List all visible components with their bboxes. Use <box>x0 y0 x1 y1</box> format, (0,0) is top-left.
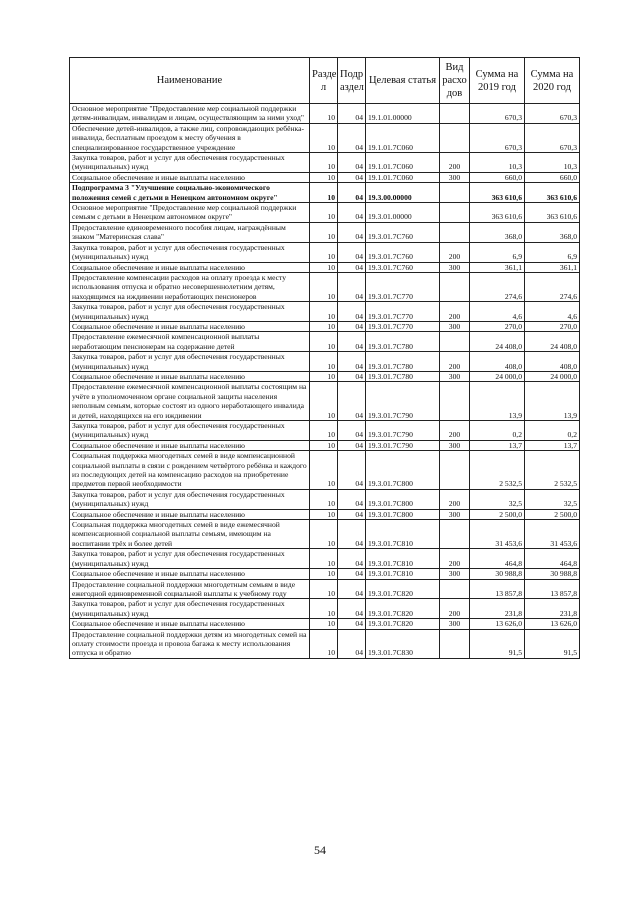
cell-sum-2019: 408,0 <box>470 352 525 372</box>
table-row <box>70 222 580 242</box>
cell-sum-2019: 363 610,6 <box>470 203 525 223</box>
cell-razdel: 10 <box>310 440 338 450</box>
cell-razdel: 10 <box>310 262 338 272</box>
cell-name: Закупка товаров, работ и услуг для обеспечения государственных (муниципальных) нужд <box>70 599 310 619</box>
table-row <box>70 172 580 182</box>
cell-target-article: 19.3.00.00000 <box>366 183 440 203</box>
cell-razdel: 10 <box>310 569 338 579</box>
cell-sum-2020: 270,0 <box>525 321 580 331</box>
cell-expense-type <box>440 183 470 203</box>
cell-razdel: 10 <box>310 599 338 619</box>
cell-razdel: 10 <box>310 272 338 301</box>
cell-expense-type <box>440 382 470 421</box>
table-row <box>70 421 580 441</box>
cell-target-article: 19.3.01.7С800 <box>366 489 440 509</box>
cell-sum-2020: 10,3 <box>525 153 580 173</box>
cell-sum-2019: 13 626,0 <box>470 619 525 629</box>
cell-podrazdel: 04 <box>338 242 366 262</box>
cell-name: Социальная поддержка многодетных семей в виде компенсационной социальной выплаты в связи с рождением четвёртого ребёнка и каждого из последующих детей на компенсацию расходов на приобретение предметов первой необходимости <box>70 451 310 490</box>
cell-sum-2019: 670,3 <box>470 123 525 152</box>
header-podrazdel: Подр аздел <box>338 58 366 104</box>
cell-name: Закупка товаров, работ и услуг для обеспечения государственных (муниципальных) нужд <box>70 242 310 262</box>
cell-podrazdel: 04 <box>338 262 366 272</box>
table-row <box>70 451 580 490</box>
cell-name: Социальное обеспечение и иные выплаты населению <box>70 262 310 272</box>
cell-podrazdel: 04 <box>338 382 366 421</box>
cell-sum-2019: 13,7 <box>470 440 525 450</box>
table-row <box>70 440 580 450</box>
cell-sum-2019: 13,9 <box>470 382 525 421</box>
table-row <box>70 242 580 262</box>
cell-sum-2019: 270,0 <box>470 321 525 331</box>
cell-target-article: 19.1.01.7С060 <box>366 172 440 182</box>
cell-sum-2019: 10,3 <box>470 153 525 173</box>
table-row <box>70 153 580 173</box>
table-header-row <box>70 58 580 104</box>
cell-razdel: 10 <box>310 352 338 372</box>
table-row <box>70 549 580 569</box>
cell-sum-2019: 31 453,6 <box>470 520 525 549</box>
cell-podrazdel: 04 <box>338 153 366 173</box>
cell-expense-type <box>440 520 470 549</box>
cell-sum-2020: 6,9 <box>525 242 580 262</box>
cell-podrazdel: 04 <box>338 104 366 124</box>
cell-name: Предоставление социальной поддержки многодетным семьям в виде ежегодной единовременной социальной выплаты к учебному году <box>70 579 310 599</box>
header-expense-type: Вид расхо дов <box>440 58 470 104</box>
cell-name: Подпрограмма 3 "Улучшение социально-экономического положения семей с детьми в Ненецком автономном округе" <box>70 183 310 203</box>
cell-target-article: 19.3.01.7С790 <box>366 421 440 441</box>
cell-expense-type: 200 <box>440 302 470 322</box>
cell-razdel: 10 <box>310 321 338 331</box>
cell-sum-2019: 2 532,5 <box>470 451 525 490</box>
cell-podrazdel: 04 <box>338 599 366 619</box>
cell-sum-2020: 2 532,5 <box>525 451 580 490</box>
cell-name: Закупка товаров, работ и услуг для обеспечения государственных (муниципальных) нужд <box>70 352 310 372</box>
cell-name: Закупка товаров, работ и услуг для обеспечения государственных (муниципальных) нужд <box>70 549 310 569</box>
cell-expense-type <box>440 104 470 124</box>
cell-name: Закупка товаров, работ и услуг для обеспечения государственных (муниципальных) нужд <box>70 302 310 322</box>
cell-razdel: 10 <box>310 302 338 322</box>
cell-name: Социальное обеспечение и иные выплаты населению <box>70 619 310 629</box>
cell-podrazdel: 04 <box>338 302 366 322</box>
cell-target-article: 19.3.01.7С820 <box>366 579 440 599</box>
cell-name: Социальное обеспечение и иные выплаты населению <box>70 371 310 381</box>
cell-expense-type: 200 <box>440 242 470 262</box>
cell-sum-2020: 13 857,8 <box>525 579 580 599</box>
cell-sum-2020: 2 500,0 <box>525 509 580 519</box>
cell-target-article: 19.3.01.7С780 <box>366 371 440 381</box>
cell-target-article: 19.3.01.7С780 <box>366 332 440 352</box>
cell-razdel: 10 <box>310 183 338 203</box>
cell-name: Социальное обеспечение и иные выплаты населению <box>70 440 310 450</box>
cell-sum-2019: 32,5 <box>470 489 525 509</box>
cell-expense-type: 300 <box>440 172 470 182</box>
cell-name: Предоставление компенсации расходов на оплату проезда к месту использования отпуска и обратно несовершеннолетним детям, находящимся на иждивении неработающих пенсионеров <box>70 272 310 301</box>
cell-razdel: 10 <box>310 203 338 223</box>
cell-razdel: 10 <box>310 172 338 182</box>
cell-target-article: 19.3.01.7С810 <box>366 569 440 579</box>
cell-sum-2019: 660,0 <box>470 172 525 182</box>
cell-target-article: 19.3.01.7С770 <box>366 321 440 331</box>
cell-target-article: 19.3.01.7С810 <box>366 520 440 549</box>
cell-target-article: 19.3.01.00000 <box>366 203 440 223</box>
cell-sum-2019: 231,8 <box>470 599 525 619</box>
cell-sum-2020: 670,3 <box>525 104 580 124</box>
cell-podrazdel: 04 <box>338 440 366 450</box>
cell-sum-2020: 13 626,0 <box>525 619 580 629</box>
header-razdel: Разде л <box>310 58 338 104</box>
table-row <box>70 203 580 223</box>
cell-sum-2019: 91,5 <box>470 629 525 658</box>
cell-name: Закупка товаров, работ и услуг для обеспечения государственных (муниципальных) нужд <box>70 421 310 441</box>
cell-podrazdel: 04 <box>338 569 366 579</box>
cell-podrazdel: 04 <box>338 332 366 352</box>
cell-podrazdel: 04 <box>338 549 366 569</box>
cell-razdel: 10 <box>310 520 338 549</box>
table-row <box>70 104 580 124</box>
cell-sum-2020: 30 988,8 <box>525 569 580 579</box>
cell-target-article: 19.3.01.7С760 <box>366 242 440 262</box>
table-row <box>70 619 580 629</box>
cell-podrazdel: 04 <box>338 123 366 152</box>
cell-expense-type: 300 <box>440 371 470 381</box>
cell-name: Обеспечение детей-инвалидов, а также лиц, сопровождающих ребёнка-инвалида, бесплатным проездом к месту обучения в специализированное государственное учреждение <box>70 123 310 152</box>
cell-target-article: 19.3.01.7С770 <box>366 302 440 322</box>
cell-sum-2020: 274,6 <box>525 272 580 301</box>
cell-expense-type: 200 <box>440 153 470 173</box>
cell-expense-type: 300 <box>440 509 470 519</box>
cell-sum-2020: 13,7 <box>525 440 580 450</box>
header-target-article: Целевая статья <box>366 58 440 104</box>
table-row <box>70 123 580 152</box>
table-row <box>70 489 580 509</box>
cell-target-article: 19.3.01.7С760 <box>366 262 440 272</box>
cell-sum-2020: 32,5 <box>525 489 580 509</box>
table-row <box>70 332 580 352</box>
cell-expense-type: 300 <box>440 440 470 450</box>
cell-sum-2020: 363 610,6 <box>525 203 580 223</box>
cell-target-article: 19.3.01.7С820 <box>366 599 440 619</box>
cell-razdel: 10 <box>310 549 338 569</box>
cell-sum-2020: 368,0 <box>525 222 580 242</box>
cell-name: Предоставление ежемесячной компенсационной выплаты неработающим пенсионерам на содержание детей <box>70 332 310 352</box>
cell-podrazdel: 04 <box>338 619 366 629</box>
table-row <box>70 629 580 658</box>
cell-podrazdel: 04 <box>338 203 366 223</box>
cell-razdel: 10 <box>310 489 338 509</box>
cell-name: Социальное обеспечение и иные выплаты населению <box>70 172 310 182</box>
cell-sum-2020: 408,0 <box>525 352 580 372</box>
cell-expense-type <box>440 123 470 152</box>
budget-table <box>69 57 580 659</box>
cell-podrazdel: 04 <box>338 272 366 301</box>
cell-podrazdel: 04 <box>338 172 366 182</box>
cell-podrazdel: 04 <box>338 421 366 441</box>
cell-target-article: 19.1.01.00000 <box>366 104 440 124</box>
cell-sum-2019: 464,8 <box>470 549 525 569</box>
cell-sum-2019: 6,9 <box>470 242 525 262</box>
cell-target-article: 19.3.01.7С780 <box>366 352 440 372</box>
cell-razdel: 10 <box>310 123 338 152</box>
cell-sum-2020: 31 453,6 <box>525 520 580 549</box>
cell-sum-2020: 24 408,0 <box>525 332 580 352</box>
header-name: Наименование <box>70 58 310 104</box>
cell-name: Предоставление единовременного пособия лицам, награждённым знаком "Материнская слава" <box>70 222 310 242</box>
cell-razdel: 10 <box>310 421 338 441</box>
cell-podrazdel: 04 <box>338 520 366 549</box>
cell-podrazdel: 04 <box>338 629 366 658</box>
cell-target-article: 19.3.01.7С830 <box>366 629 440 658</box>
cell-razdel: 10 <box>310 242 338 262</box>
cell-expense-type: 300 <box>440 569 470 579</box>
table-row <box>70 183 580 203</box>
cell-expense-type <box>440 272 470 301</box>
cell-sum-2020: 4,6 <box>525 302 580 322</box>
table-row <box>70 352 580 372</box>
cell-expense-type <box>440 579 470 599</box>
cell-sum-2019: 24 000,0 <box>470 371 525 381</box>
cell-name: Предоставление ежемесячной компенсационной выплаты состоящим на учёте в уполномоченном органе социальной защиты населения неполным семьям, которые состоят из одного неработающего инвалида и детей, находящихся на его иждивении <box>70 382 310 421</box>
cell-sum-2020: 361,1 <box>525 262 580 272</box>
cell-target-article: 19.3.01.7С760 <box>366 222 440 242</box>
header-sum-2020: Сумма на 2020 год <box>525 58 580 104</box>
cell-sum-2020: 670,3 <box>525 123 580 152</box>
cell-target-article: 19.3.01.7С770 <box>366 272 440 301</box>
cell-sum-2020: 464,8 <box>525 549 580 569</box>
cell-expense-type: 300 <box>440 262 470 272</box>
cell-expense-type: 300 <box>440 321 470 331</box>
table-row <box>70 371 580 381</box>
cell-razdel: 10 <box>310 104 338 124</box>
cell-expense-type <box>440 203 470 223</box>
cell-expense-type <box>440 222 470 242</box>
cell-sum-2019: 670,3 <box>470 104 525 124</box>
cell-sum-2019: 13 857,8 <box>470 579 525 599</box>
table-row <box>70 272 580 301</box>
cell-sum-2019: 2 500,0 <box>470 509 525 519</box>
cell-target-article: 19.3.01.7С810 <box>366 549 440 569</box>
header-sum-2019: Сумма на 2019 год <box>470 58 525 104</box>
cell-razdel: 10 <box>310 371 338 381</box>
cell-podrazdel: 04 <box>338 509 366 519</box>
cell-target-article: 19.3.01.7С820 <box>366 619 440 629</box>
table-row <box>70 321 580 331</box>
cell-razdel: 10 <box>310 332 338 352</box>
cell-name: Основное мероприятие "Предоставление мер социальной поддержки семьям с детьми в Ненецком автономном округе" <box>70 203 310 223</box>
cell-target-article: 19.1.01.7С060 <box>366 123 440 152</box>
cell-name: Социальное обеспечение и иные выплаты населению <box>70 569 310 579</box>
cell-razdel: 10 <box>310 629 338 658</box>
cell-name: Закупка товаров, работ и услуг для обеспечения государственных (муниципальных) нужд <box>70 153 310 173</box>
cell-sum-2020: 91,5 <box>525 629 580 658</box>
cell-podrazdel: 04 <box>338 489 366 509</box>
cell-target-article: 19.3.01.7С800 <box>366 509 440 519</box>
cell-razdel: 10 <box>310 509 338 519</box>
table-row <box>70 302 580 322</box>
cell-podrazdel: 04 <box>338 579 366 599</box>
cell-name: Социальное обеспечение и иные выплаты населению <box>70 321 310 331</box>
cell-sum-2019: 0,2 <box>470 421 525 441</box>
cell-podrazdel: 04 <box>338 371 366 381</box>
cell-sum-2019: 4,6 <box>470 302 525 322</box>
cell-sum-2020: 13,9 <box>525 382 580 421</box>
table-row <box>70 579 580 599</box>
cell-name: Социальная поддержка многодетных семей в виде ежемесячной компенсационной социальной выплаты семьям, имеющим на воспитании трёх и более детей <box>70 520 310 549</box>
cell-razdel: 10 <box>310 619 338 629</box>
cell-sum-2020: 231,8 <box>525 599 580 619</box>
cell-expense-type: 200 <box>440 549 470 569</box>
cell-podrazdel: 04 <box>338 321 366 331</box>
table-row <box>70 569 580 579</box>
cell-sum-2019: 30 988,8 <box>470 569 525 579</box>
cell-podrazdel: 04 <box>338 183 366 203</box>
cell-name: Основное мероприятие "Предоставление мер социальной поддержки детям-инвалидам, инвалидам и лицам, осуществляющим за ними уход" <box>70 104 310 124</box>
cell-sum-2020: 24 000,0 <box>525 371 580 381</box>
cell-target-article: 19.3.01.7С790 <box>366 382 440 421</box>
cell-expense-type <box>440 451 470 490</box>
cell-podrazdel: 04 <box>338 352 366 372</box>
cell-expense-type: 200 <box>440 599 470 619</box>
cell-target-article: 19.3.01.7С790 <box>366 440 440 450</box>
cell-expense-type: 300 <box>440 619 470 629</box>
cell-sum-2019: 363 610,6 <box>470 183 525 203</box>
cell-name: Социальное обеспечение и иные выплаты населению <box>70 509 310 519</box>
table-row <box>70 599 580 619</box>
cell-name: Закупка товаров, работ и услуг для обеспечения государственных (муниципальных) нужд <box>70 489 310 509</box>
cell-expense-type: 200 <box>440 352 470 372</box>
cell-razdel: 10 <box>310 382 338 421</box>
cell-sum-2019: 361,1 <box>470 262 525 272</box>
cell-target-article: 19.1.01.7С060 <box>366 153 440 173</box>
cell-expense-type <box>440 332 470 352</box>
cell-razdel: 10 <box>310 153 338 173</box>
cell-expense-type: 200 <box>440 421 470 441</box>
cell-target-article: 19.3.01.7С800 <box>366 451 440 490</box>
table-row <box>70 382 580 421</box>
page-number: 54 <box>314 843 326 857</box>
cell-razdel: 10 <box>310 222 338 242</box>
cell-razdel: 10 <box>310 451 338 490</box>
table-row <box>70 509 580 519</box>
cell-sum-2020: 363 610,6 <box>525 183 580 203</box>
cell-sum-2019: 274,6 <box>470 272 525 301</box>
cell-podrazdel: 04 <box>338 451 366 490</box>
cell-sum-2020: 660,0 <box>525 172 580 182</box>
cell-razdel: 10 <box>310 579 338 599</box>
table-row <box>70 520 580 549</box>
cell-sum-2019: 24 408,0 <box>470 332 525 352</box>
table-row <box>70 262 580 272</box>
cell-sum-2020: 0,2 <box>525 421 580 441</box>
cell-expense-type: 200 <box>440 489 470 509</box>
cell-podrazdel: 04 <box>338 222 366 242</box>
cell-expense-type <box>440 629 470 658</box>
cell-sum-2019: 368,0 <box>470 222 525 242</box>
cell-name: Предоставление социальной поддержки детям из многодетных семей на оплату стоимости проезда и провоза багажа к месту использования отпуска и обратно <box>70 629 310 658</box>
